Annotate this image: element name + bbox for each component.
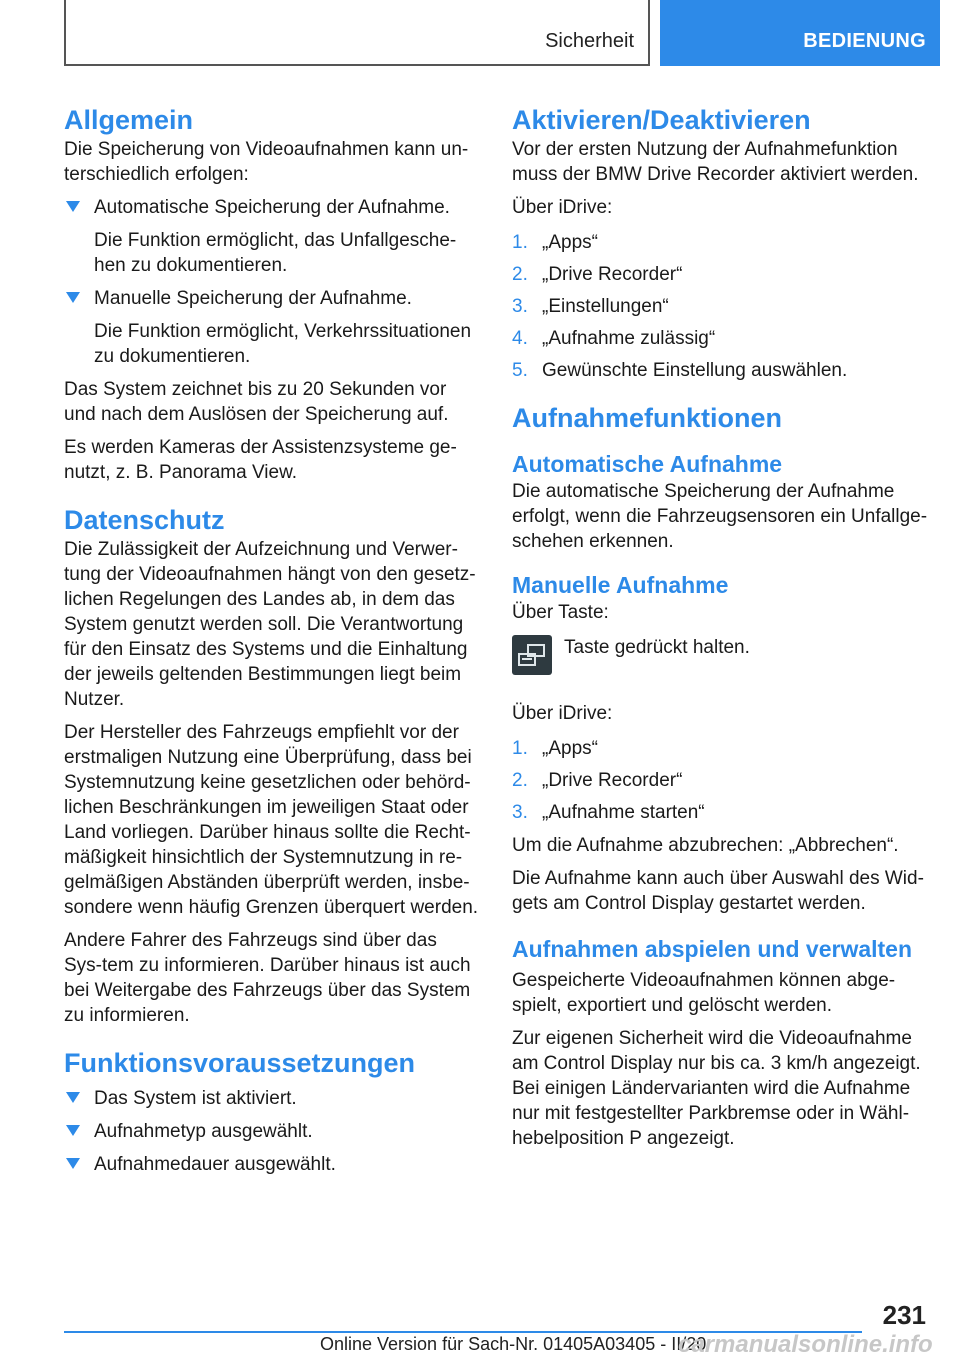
list-item — [64, 195, 480, 278]
step-item — [512, 768, 932, 793]
widget-text: Die Aufnahme kann auch über Auswahl des Wid-gets am Control Display gestartet werden. — [512, 868, 924, 914]
heading-aktivieren: Aktivieren/Deaktivieren — [512, 105, 811, 135]
manuelle-text: Über Taste: — [512, 602, 609, 623]
manuelle-idrive: Über iDrive: — [512, 703, 613, 724]
footer-text: Online Version für Sach-Nr. 01405A03405 - II/20 — [320, 1334, 707, 1354]
aktivieren-para-2: Über iDrive: — [512, 197, 613, 218]
list-item-subtext: Die Funktion ermöglicht, Verkehrssituationen zu dokumentieren. — [94, 321, 472, 367]
page-number: 231 — [882, 1300, 926, 1330]
voraussetzungen-list — [64, 1086, 480, 1177]
drive-recorder-key-icon — [512, 635, 552, 675]
step-number: 3. — [512, 296, 528, 317]
step-number: 2. — [512, 770, 528, 791]
aktivieren-para-1: Vor der ersten Nutzung der Aufnahmefunktion muss der BMW Drive Recorder aktiviert werden. — [512, 139, 919, 185]
cancel-text: Um die Aufnahme abzubrechen: „Abbrechen“. — [512, 835, 899, 856]
left-column — [64, 103, 480, 1185]
allgemein-list — [64, 195, 480, 369]
heading-datenschutz: Datenschutz — [64, 505, 225, 535]
aktivieren-steps — [512, 230, 932, 383]
list-item — [64, 1119, 480, 1144]
triangle-bullet-icon — [66, 201, 80, 212]
step-item — [512, 736, 932, 761]
step-item — [512, 230, 932, 255]
list-item — [64, 1152, 480, 1177]
datenschutz-para-3: Andere Fahrer des Fahrzeugs sind über das Sys-tem zu informieren. Darüber hinaus ist auch bei Weitergabe des Fahrzeugs über das System zu informieren. — [64, 930, 471, 1026]
step-number: 2. — [512, 264, 528, 285]
step-item — [512, 800, 932, 825]
step-number: 4. — [512, 328, 528, 349]
allgemein-para-2: Es werden Kameras der Assistenzsysteme ge-nutzt, z. B. Panorama View. — [64, 437, 457, 483]
step-text: „Drive Recorder“ — [542, 264, 683, 285]
step-text: „Einstellungen“ — [542, 296, 669, 317]
step-item — [512, 262, 932, 287]
step-text: „Apps“ — [542, 232, 598, 253]
step-text: „Aufnahme starten“ — [542, 802, 705, 823]
triangle-bullet-icon — [66, 1125, 80, 1136]
list-item-text: Manuelle Speicherung der Aufnahme. — [94, 288, 412, 309]
heading-funktionsvoraussetzungen: Funktionsvoraussetzungen — [64, 1048, 416, 1078]
watermark: carmanualsonline.info — [678, 1331, 933, 1358]
step-text: „Aufnahme zulässig“ — [542, 328, 716, 349]
step-number: 3. — [512, 802, 528, 823]
header-chapter-tab — [660, 0, 940, 66]
step-item — [512, 358, 932, 383]
step-text: „Drive Recorder“ — [542, 770, 683, 791]
datenschutz-para-2: Der Hersteller des Fahrzeugs empfiehlt vor der erstmaligen Nutzung eine Überprüfung, dass bei Systemnutzung keine gesetzlichen oder behörd-lichen Beschränkungen im jeweiligen Staat oder Land vorliegen. Darüber hinaus sollte die Recht-mäßigkeit hinsichtlich der Systemnutzung in re-gelmäßigen Abständen überprüft werden, insbe-sondere wenn häufig Grenzen überquert werden. — [64, 722, 479, 918]
header-section-title: Sicherheit — [545, 30, 634, 52]
right-column — [512, 103, 932, 1159]
list-item-text: Aufnahmedauer ausgewählt. — [94, 1154, 336, 1175]
datenschutz-para-1: Die Zulässigkeit der Aufzeichnung und Verwer-tung der Videoaufnahmen hängt von den gesetz-lichen Regelungen des Landes ab, in dem das System genutzt werden soll. Die Verantwortung für den Einsatz des Systems und die Einhaltung der jeweils geltenden Bestimmungen liegt beim Nutzer. — [64, 539, 476, 710]
allgemein-intro: Die Speicherung von Videoaufnahmen kann un-terschiedlich erfolgen: — [64, 139, 469, 185]
heading-allgemein: Allgemein — [64, 105, 194, 135]
manuelle-steps — [512, 736, 932, 825]
automatische-text: Die automatische Speicherung der Aufnahme erfolgt, wenn die Fahrzeugsensoren ein Unfallge-schehen erkennen. — [512, 481, 928, 552]
list-item — [64, 286, 480, 369]
step-item — [512, 326, 932, 351]
key-text: Taste gedrückt halten. — [564, 637, 750, 658]
heading-manuelle-aufnahme: Manuelle Aufnahme — [512, 572, 729, 598]
heading-abspielen: Aufnahmen abspielen und verwalten — [512, 936, 913, 962]
step-number: 1. — [512, 232, 528, 253]
heading-automatische-aufnahme: Automatische Aufnahme — [512, 451, 783, 477]
allgemein-para-1: Das System zeichnet bis zu 20 Sekunden vor und nach dem Auslösen der Speicherung auf. — [64, 379, 449, 425]
step-number: 1. — [512, 738, 528, 759]
list-item-text: Aufnahmetyp ausgewählt. — [94, 1121, 313, 1142]
triangle-bullet-icon — [66, 292, 80, 303]
triangle-bullet-icon — [66, 1158, 80, 1169]
list-item-text: Das System ist aktiviert. — [94, 1088, 297, 1109]
heading-aufnahmefunktionen: Aufnahmefunktionen — [512, 403, 782, 433]
key-instruction — [512, 635, 932, 691]
triangle-bullet-icon — [66, 1092, 80, 1103]
header-section-box — [64, 0, 650, 66]
step-item — [512, 294, 932, 319]
abspielen-para-1: Gespeicherte Videoaufnahmen können abge-spielt, exportiert und gelöscht werden. — [512, 970, 896, 1016]
header-chapter-title: BEDIENUNG — [803, 30, 926, 52]
abspielen-para-2: Zur eigenen Sicherheit wird die Videoaufnahme am Control Display nur bis ca. 3 km/h angezeigt. Bei einigen Ländervarianten wird die Aufnahme nur mit festgestellter Parkbremse oder in Wähl-hebelposition P angezeigt. — [512, 1028, 921, 1149]
step-text: „Apps“ — [542, 738, 598, 759]
list-item — [64, 1086, 480, 1111]
list-item-text: Automatische Speicherung der Aufnahme. — [94, 197, 450, 218]
list-item-subtext: Die Funktion ermöglicht, das Unfallgesche-hen zu dokumentieren. — [94, 230, 457, 276]
step-text: Gewünschte Einstellung auswählen. — [542, 360, 848, 381]
step-number: 5. — [512, 360, 528, 381]
